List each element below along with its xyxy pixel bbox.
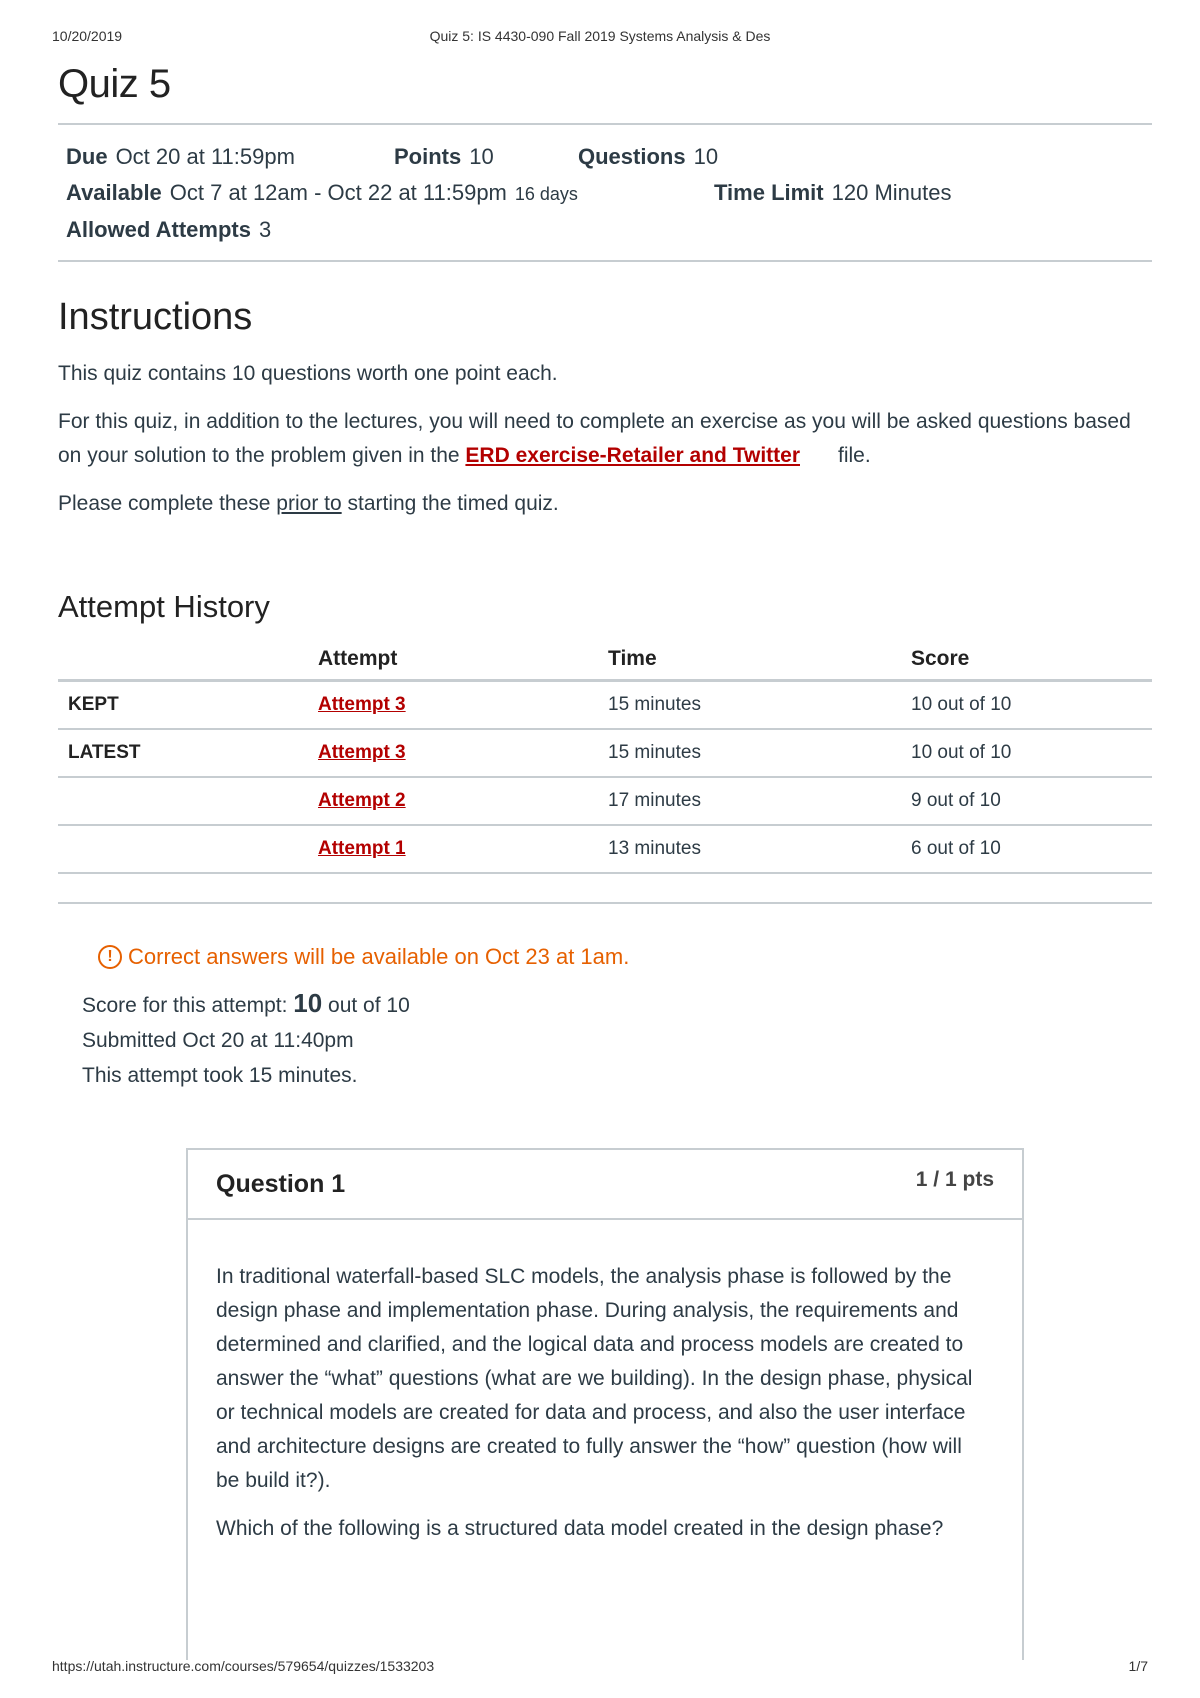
allowed-attempts-value: 3 xyxy=(258,217,272,242)
attempt-cell xyxy=(308,777,598,825)
available-days: 16 days xyxy=(514,184,578,204)
due-label: Due xyxy=(66,144,108,169)
instructions-title: Instructions xyxy=(58,296,253,338)
attempt-link[interactable]: Attempt 3 xyxy=(318,742,406,763)
instructions-paragraph-1: This quiz contains 10 questions worth one point each. xyxy=(58,362,558,385)
attempt-score: 10 out of 10 xyxy=(901,681,1152,730)
table-row xyxy=(58,729,1152,777)
attempt-time: 17 minutes xyxy=(598,777,901,825)
attempt-score: 9 out of 10 xyxy=(901,777,1152,825)
available-item xyxy=(66,175,714,212)
instructions-text: Please complete these xyxy=(58,492,277,515)
points-value: 10 xyxy=(469,144,494,169)
answers-availability-notice xyxy=(98,944,1152,970)
score-suffix: out of 10 xyxy=(322,994,410,1017)
warning-icon: ! xyxy=(98,945,122,969)
column-header-time: Time xyxy=(598,639,901,681)
attempt-score: 10 out of 10 xyxy=(901,729,1152,777)
table-row xyxy=(58,777,1152,825)
print-date: 10/20/2019 xyxy=(52,28,123,44)
attempt-label xyxy=(58,825,308,873)
questions-label: Questions xyxy=(578,144,686,169)
attempt-score: 6 out of 10 xyxy=(901,825,1152,873)
attempt-label xyxy=(58,777,308,825)
attempt-history-table xyxy=(58,639,1152,874)
time-limit-item xyxy=(714,175,951,212)
attempt-label: LATEST xyxy=(58,729,308,777)
score-prefix: Score for this attempt: xyxy=(82,994,294,1017)
available-label: Available xyxy=(66,180,162,205)
due-value: Oct 20 at 11:59pm xyxy=(115,144,295,169)
divider xyxy=(58,260,1152,262)
attempt-cell xyxy=(308,681,598,730)
print-doc-title: Quiz 5: IS 4430-090 Fall 2019 Systems Analysis & Des xyxy=(429,28,771,44)
attempt-label: KEPT xyxy=(58,681,308,730)
attempt-link[interactable]: Attempt 2 xyxy=(318,790,406,811)
allowed-attempts-label: Allowed Attempts xyxy=(66,217,251,242)
attempt-time: 15 minutes xyxy=(598,681,901,730)
instructions-text: file. xyxy=(838,444,871,467)
column-header-label xyxy=(58,639,308,681)
table-row xyxy=(58,825,1152,873)
question-body xyxy=(188,1220,1022,1546)
questions-item xyxy=(578,139,718,175)
attempt-cell xyxy=(308,729,598,777)
attempt-history-title: Attempt History xyxy=(58,589,270,624)
quiz-content xyxy=(58,62,1152,1093)
points-label: Points xyxy=(394,144,462,169)
erd-exercise-link[interactable]: ERD exercise-Retailer and Twitter xyxy=(465,444,800,467)
available-value: Oct 7 at 12am - Oct 22 at 11:59pm xyxy=(169,180,507,205)
instructions-text: starting the timed quiz. xyxy=(341,492,559,515)
time-limit-label: Time Limit xyxy=(714,180,824,205)
question-text: In traditional waterfall-based SLC models, the analysis phase is followed by the design phase and implementation phase. During analysis, the requirements and determined and clarified, and the logical data and process models are created to answer the “what” questions (what are we building). In the design phase, physical or technical models are created for data and process, and also the user interface and architecture designs are created to fully answer the “how” question (how will be build it?). xyxy=(216,1265,973,1492)
instructions-paragraph-3 xyxy=(58,487,1152,521)
quiz-title: Quiz 5 xyxy=(58,62,171,106)
submitted-line: Submitted Oct 20 at 11:40pm xyxy=(82,1029,354,1052)
attempt-time: 13 minutes xyxy=(598,825,901,873)
question-name: Question 1 xyxy=(216,1170,346,1198)
attempt-link[interactable]: Attempt 1 xyxy=(318,838,406,859)
attempt-time: 15 minutes xyxy=(598,729,901,777)
attempt-cell xyxy=(308,825,598,873)
instructions-text: For this quiz, in addition to the lectures, you will need to complete an exercise as you will be asked questions based on your solution to the problem given in the xyxy=(58,410,1131,467)
table-header-row xyxy=(58,639,1152,681)
questions-value: 10 xyxy=(693,144,719,169)
question-header xyxy=(188,1150,1022,1220)
instructions-paragraph-2 xyxy=(58,405,1152,473)
points-item xyxy=(394,139,578,175)
question-card xyxy=(186,1148,1024,1660)
instructions-underlined-text: prior to xyxy=(276,492,342,515)
column-header-attempt: Attempt xyxy=(308,639,598,681)
score-line xyxy=(82,986,1152,1023)
notice-text: Correct answers will be available on Oct 23 at 1am. xyxy=(128,944,630,969)
question-prompt: Which of the following is a structured data model created in the design phase? xyxy=(216,1517,944,1540)
time-limit-value: 120 Minutes xyxy=(831,180,952,205)
duration-line: This attempt took 15 minutes. xyxy=(82,1064,358,1087)
table-row xyxy=(58,681,1152,730)
question-points: 1 / 1 pts xyxy=(915,1168,994,1191)
attempt-link[interactable]: Attempt 3 xyxy=(318,694,406,715)
attempt-summary xyxy=(82,986,1152,1093)
print-page-number: 1/7 xyxy=(1128,1658,1148,1674)
column-header-score: Score xyxy=(901,639,1152,681)
score-value: 10 xyxy=(293,988,323,1018)
divider xyxy=(58,902,1152,904)
quiz-details xyxy=(58,125,1152,260)
allowed-attempts-item xyxy=(66,212,271,248)
due-item xyxy=(66,139,394,175)
print-url: https://utah.instructure.com/courses/579654/quizzes/1533203 xyxy=(52,1658,435,1674)
